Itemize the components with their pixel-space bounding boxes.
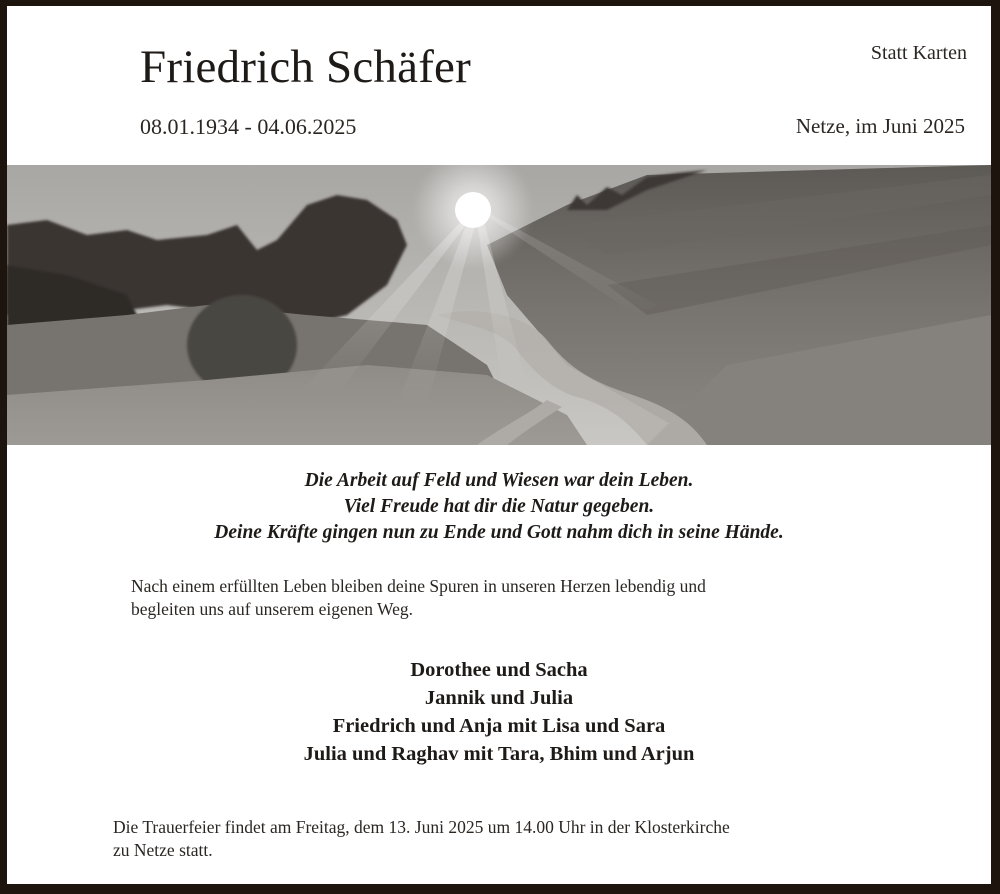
- message-line: begleiten uns auf unserem eigenen Weg.: [131, 599, 414, 619]
- memorial-verse: [7, 468, 991, 546]
- statt-karten-note: Statt Karten: [870, 42, 967, 64]
- family-line: Jannik und Julia: [424, 687, 574, 709]
- family-mourners: [7, 656, 991, 768]
- service-line: zu Netze statt.: [113, 840, 213, 860]
- verse-line: Die Arbeit auf Feld und Wiesen war dein Leben.: [304, 470, 694, 491]
- obituary-notice: [7, 6, 991, 884]
- family-line: Friedrich und Anja mit Lisa und Sara: [332, 715, 666, 737]
- funeral-service-info: [113, 816, 913, 862]
- landscape-photo: [7, 165, 991, 445]
- family-line: Dorothee und Sacha: [410, 659, 588, 681]
- place-date: Netze, im Juni 2025: [795, 114, 965, 138]
- family-line: Julia und Raghav mit Tara, Bhim und Arjun: [303, 743, 695, 765]
- message-line: Nach einem erfüllten Leben bleiben deine Spuren in unseren Herzen lebendig und: [131, 576, 706, 596]
- verse-line: Viel Freude hat dir die Natur gegeben.: [343, 496, 655, 517]
- verse-line: Deine Kräfte gingen nun zu Ende und Gott nahm dich in seine Hände.: [214, 522, 784, 543]
- deceased-name: Friedrich Schäfer: [140, 41, 471, 93]
- memorial-message: [131, 575, 891, 621]
- service-line: Die Trauerfeier findet am Freitag, dem 13. Juni 2025 um 14.00 Uhr in der Klosterkirche: [113, 817, 730, 837]
- life-dates: 08.01.1934 - 04.06.2025: [140, 114, 357, 139]
